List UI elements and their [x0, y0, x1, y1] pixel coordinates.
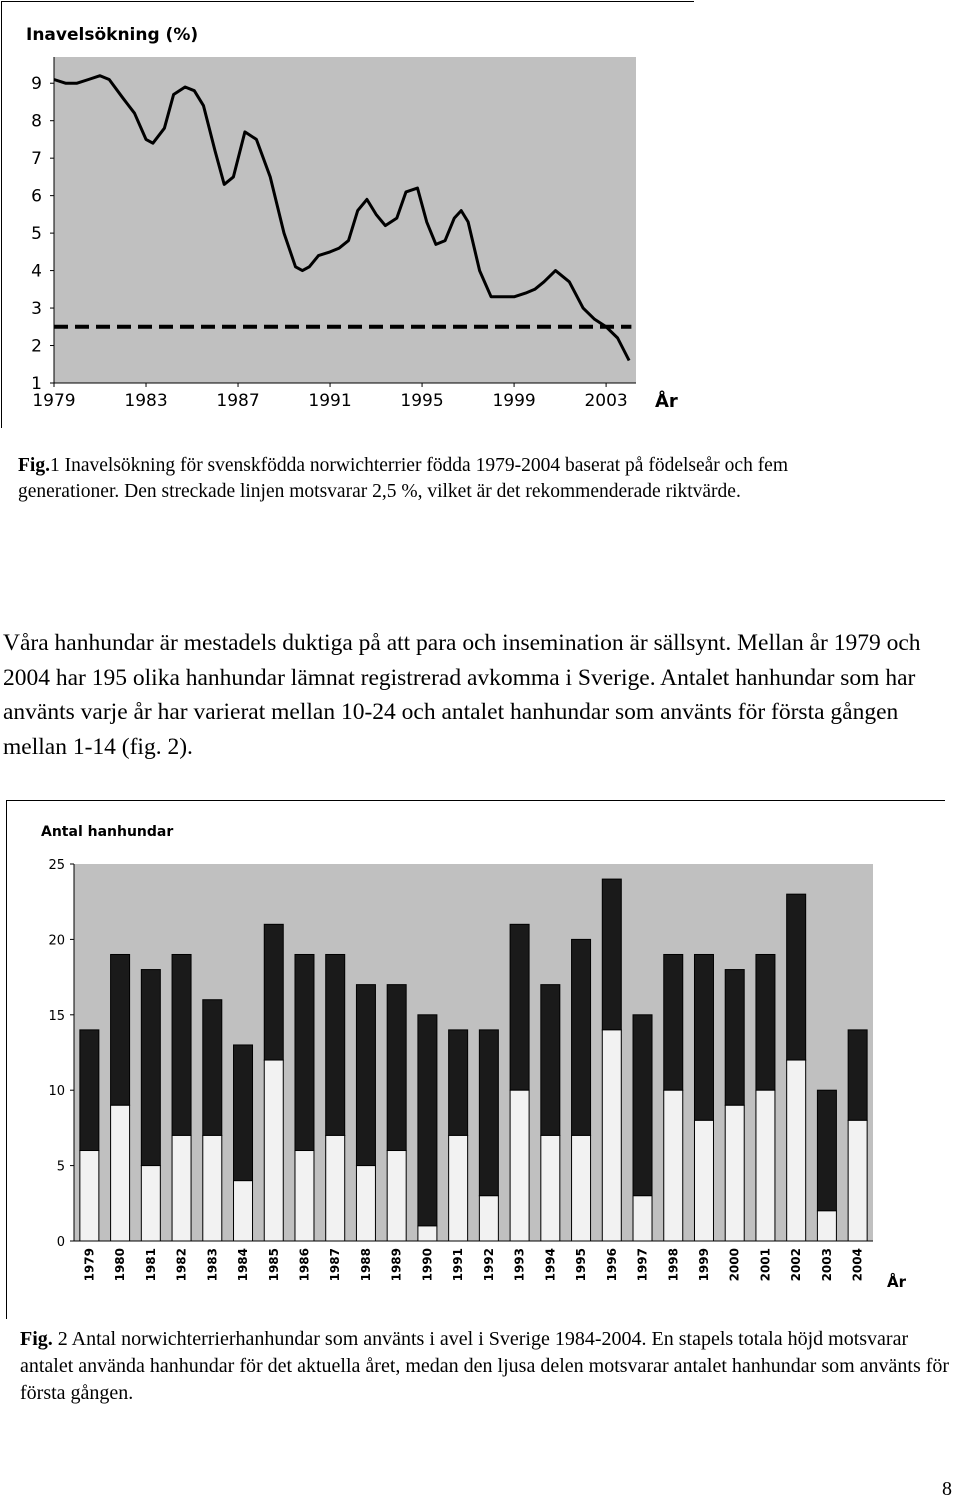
x-tick-label: 1979: [32, 391, 76, 411]
page-number: 8: [942, 1478, 952, 1500]
bar-first-time-1993: [510, 1090, 529, 1241]
bar-first-time-1998: [664, 1090, 683, 1241]
bar-first-time-2003: [817, 1211, 836, 1241]
bar-total-1982: [172, 954, 191, 1135]
bar-first-time-1986: [295, 1151, 314, 1241]
x-tick-label: 2003: [584, 391, 628, 411]
x-tick-label: 1983: [124, 391, 168, 411]
bar-total-1994: [541, 985, 560, 1136]
bar-first-time-1991: [449, 1135, 468, 1241]
bar-total-2003: [817, 1090, 836, 1211]
x-tick-label: 2003: [819, 1248, 834, 1282]
bar-first-time-1985: [264, 1060, 283, 1241]
plot-area: [54, 57, 636, 383]
bar-total-1987: [326, 954, 345, 1135]
x-tick-label: 1991: [308, 391, 352, 411]
bar-first-time-1981: [141, 1166, 160, 1241]
bar-total-2001: [756, 954, 775, 1090]
x-tick-label: 1986: [297, 1248, 312, 1282]
x-tick-label: 1981: [143, 1248, 158, 1282]
bar-total-1991: [449, 1030, 468, 1136]
male-dogs-bar-chart: [7, 801, 946, 1320]
bar-total-1980: [111, 954, 130, 1105]
y-tick-label: 10: [48, 1084, 65, 1100]
y-tick-label: 9: [31, 74, 42, 95]
bar-first-time-1999: [694, 1120, 713, 1241]
x-tick-label: 1998: [666, 1248, 681, 1282]
bar-total-1988: [356, 985, 375, 1166]
x-tick-label: 1999: [492, 391, 536, 411]
bar-first-time-1988: [356, 1166, 375, 1241]
y-tick-label: 0: [56, 1235, 65, 1250]
x-tick-label: 1987: [216, 391, 260, 411]
bar-total-1979: [80, 1030, 99, 1151]
x-tick-label: 1985: [266, 1248, 281, 1282]
y-tick-label: 25: [48, 858, 65, 873]
bar-total-1996: [602, 879, 621, 1030]
bar-first-time-2000: [725, 1105, 744, 1241]
x-tick-label: 1982: [174, 1248, 189, 1282]
y-tick-label: 7: [31, 149, 42, 170]
bar-first-time-1990: [418, 1226, 437, 1241]
x-tick-label: 1995: [574, 1248, 589, 1282]
bar-first-time-1982: [172, 1135, 191, 1241]
bar-first-time-1996: [602, 1030, 621, 1241]
bar-first-time-2001: [756, 1090, 775, 1241]
bar-total-1995: [572, 939, 591, 1135]
figure-2-caption: [20, 1326, 950, 1407]
x-tick-label: 1980: [113, 1248, 128, 1282]
figure-1-inbreeding-chart: [1, 1, 694, 428]
bar-total-2000: [725, 970, 744, 1106]
bar-first-time-2002: [787, 1060, 806, 1241]
bar-first-time-1992: [479, 1196, 498, 1241]
body-paragraph: Våra hanhundar är mestadels duktiga på att para och insemination är sällsynt. Mellan år 1979 och 2004 har 195 olika hanhundar lämnat registrerad avkomma i Sverige. Antalet hanhundar som har använts varje år har varierat mellan 10-24 och antalet hanhundar som använts för första gången mellan 1-14 (fig. 2).: [3, 630, 921, 760]
bar-first-time-1987: [326, 1135, 345, 1241]
y-tick-label: 6: [31, 186, 42, 207]
x-tick-label: 2001: [758, 1248, 773, 1282]
bar-total-1993: [510, 924, 529, 1090]
x-tick-label: 2002: [789, 1248, 804, 1282]
bar-total-2004: [848, 1030, 867, 1120]
y-tick-label: 15: [48, 1008, 65, 1024]
y-tick-label: 4: [31, 261, 42, 282]
x-tick-label: 1979: [82, 1248, 97, 1282]
y-tick-label: 1: [31, 374, 42, 394]
y-tick-label: 3: [31, 299, 42, 320]
figure-1-caption-text: 1 Inavelsökning för svenskfödda norwichterrier födda 1979-2004 baserat på födelseår och fem generationer. Den streckade linjen motsvarar 2,5 %, vilket är det rekommenderade riktvärde.: [18, 455, 789, 502]
x-tick-label: 1999: [696, 1248, 711, 1282]
bar-total-1985: [264, 924, 283, 1060]
y-tick-label: 8: [31, 111, 42, 132]
bar-first-time-1980: [111, 1105, 130, 1241]
bar-total-1997: [633, 1015, 652, 1196]
x-tick-label: 1984: [236, 1248, 251, 1282]
x-tick-label: 1983: [205, 1248, 220, 1282]
bar-total-1992: [479, 1030, 498, 1196]
bar-first-time-1995: [572, 1135, 591, 1241]
bar-total-1989: [387, 985, 406, 1151]
bar-total-1990: [418, 1015, 437, 1226]
figure-2-caption-text: 2 Antal norwichterrierhanhundar som använts i avel i Sverige 1984-2004. En stapels totala höjd motsvarar antalet använda hanhundar för det aktuella året, medan den ljusa delen motsvarar antalet hanhundar som använts för första gången.: [20, 1328, 950, 1404]
x-tick-label: 1993: [512, 1248, 527, 1282]
bar-first-time-1994: [541, 1135, 560, 1241]
bar-total-1998: [664, 954, 683, 1090]
x-tick-label: 1990: [420, 1248, 435, 1282]
plot-area: [74, 864, 873, 1241]
x-tick-label: 1996: [604, 1248, 619, 1282]
bar-total-2002: [787, 894, 806, 1060]
bar-first-time-1989: [387, 1151, 406, 1241]
y-tick-label: 5: [56, 1159, 65, 1175]
figure-1-label: Fig.: [18, 455, 50, 476]
y-tick-label: 5: [31, 224, 42, 245]
x-tick-label: 1997: [635, 1248, 650, 1282]
chart-title: Inavelsökning (%): [26, 25, 199, 45]
bar-first-time-1983: [203, 1135, 222, 1241]
bar-first-time-2004: [848, 1120, 867, 1241]
x-tick-label: 1988: [358, 1248, 373, 1282]
bar-total-1986: [295, 954, 314, 1150]
x-tick-label: 1987: [328, 1248, 343, 1282]
bar-total-1981: [141, 970, 160, 1166]
bar-first-time-1984: [234, 1181, 253, 1241]
bar-total-1999: [694, 954, 713, 1120]
figure-2-male-dogs-chart: [6, 800, 945, 1319]
figure-1-caption: [18, 453, 818, 505]
x-tick-label: 2000: [727, 1248, 742, 1282]
bar-total-1984: [234, 1045, 253, 1181]
x-tick-label: 1989: [389, 1248, 404, 1282]
chart-title: Antal hanhundar: [41, 824, 174, 840]
x-tick-label: 1995: [400, 391, 444, 411]
x-tick-label: 1991: [451, 1248, 466, 1282]
x-tick-label: 2004: [850, 1248, 865, 1282]
y-tick-label: 2: [31, 336, 42, 357]
y-tick-label: 20: [48, 933, 65, 949]
bar-first-time-1997: [633, 1196, 652, 1241]
x-tick-label: 1994: [543, 1248, 558, 1282]
bar-first-time-1979: [80, 1151, 99, 1241]
inbreeding-line-chart: [2, 2, 695, 429]
figure-2-label: Fig.: [20, 1328, 53, 1350]
x-tick-label: 1992: [481, 1248, 496, 1282]
x-axis-label: År: [887, 1273, 907, 1291]
bar-total-1983: [203, 1000, 222, 1136]
x-axis-label: År: [655, 391, 678, 412]
